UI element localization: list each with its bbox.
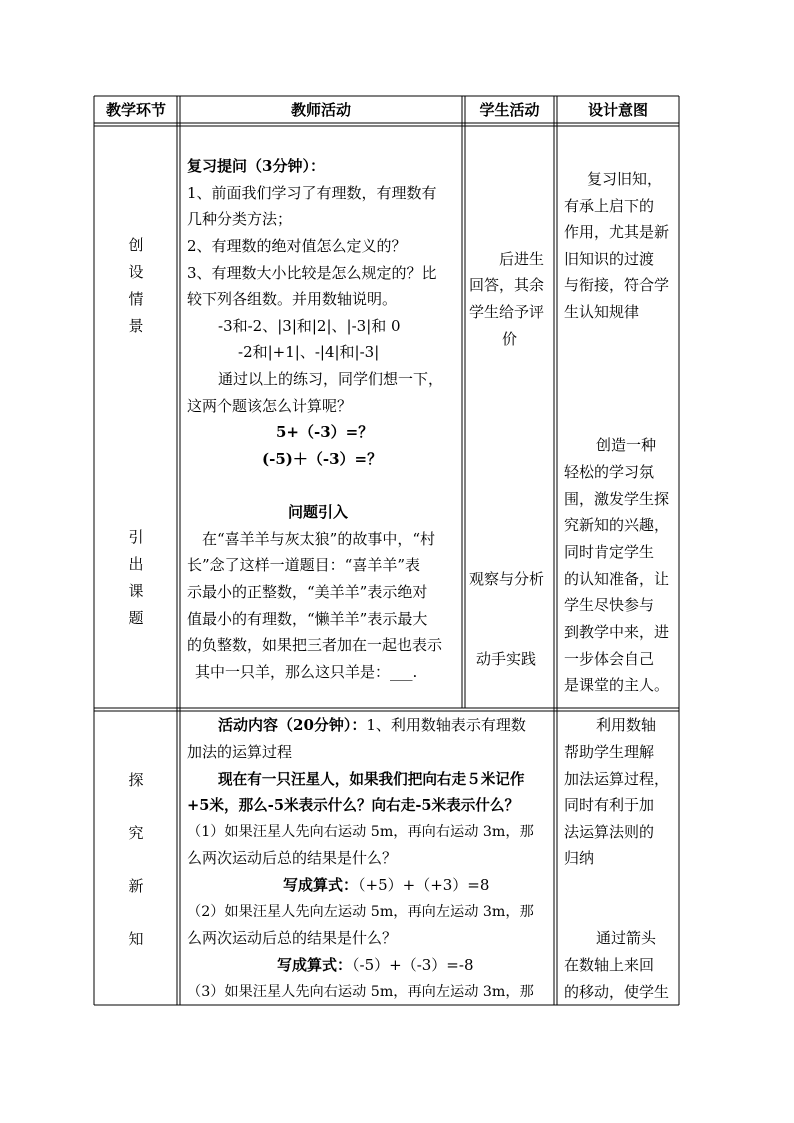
review-line: 2、有理数的绝对值怎么定义的？ <box>187 237 407 255</box>
design-line: 有承上启下的 <box>564 197 655 215</box>
formula-value-1: （+5）+（+3）=8 <box>358 876 490 894</box>
formula-value-2: （-5）+（-3）=-8 <box>352 956 474 974</box>
stage-char: 探 <box>128 771 144 789</box>
design-line: 究新知的兴趣， <box>564 516 670 534</box>
design-line: 的移动，使学生 <box>564 983 670 1001</box>
stage-char: 创 <box>128 236 144 254</box>
design-line: 归纳 <box>564 849 595 867</box>
formula-line-1 <box>283 878 489 893</box>
intro-line: 长”念了这样一道题目：“喜羊羊”表 <box>187 556 421 574</box>
stage-char: 景 <box>128 317 144 335</box>
intro-line: 其中一只羊，那么这只羊是：___. <box>195 663 418 681</box>
student-line: 后进生 <box>499 250 545 268</box>
student-practice: 动手实践 <box>476 650 537 668</box>
formula-1: 5+（-3）=？ <box>276 423 374 441</box>
stage-char: 出 <box>128 555 144 573</box>
stage-char: 知 <box>128 930 144 948</box>
design-line: 一步体会自己 <box>564 650 655 668</box>
design-line: 与衔接，符合学 <box>564 276 670 294</box>
intro-line: 值最小的有理数，“懒羊羊”表示最大 <box>187 610 428 628</box>
student-line: 学生给予评 <box>469 303 545 321</box>
design-line: 旧知识的过渡 <box>564 250 655 268</box>
activity-title: 活动内容（20分钟）： <box>218 716 367 734</box>
bold-question-2: +5米，那么-5米表示什么？向右走-5米表示什么？ <box>187 797 520 814</box>
stage-char: 新 <box>128 877 144 895</box>
design-line: 创造一种 <box>596 436 657 454</box>
intro-line: 在“喜羊羊与灰太狼”的故事中，“村 <box>202 530 436 548</box>
activity-line-1 <box>218 718 526 733</box>
design-line: 生认知规律 <box>564 303 640 321</box>
formula-label-2: 写成算式： <box>277 956 353 974</box>
formula-2: (-5)＋（-3）=？ <box>262 450 383 468</box>
design-line: 到教学中来，进 <box>564 623 670 641</box>
design-line: 复习旧知， <box>587 170 663 188</box>
design-line: 是课堂的主人。 <box>564 676 670 694</box>
header-stage: 教学环节 <box>105 101 166 119</box>
design-line: 同时肯定学生 <box>564 543 655 561</box>
design-line: 轻松的学习氛 <box>564 463 655 481</box>
stage-char: 引 <box>128 528 144 546</box>
intro-line: 的负整数，如果把三者加在一起也表示 <box>187 636 443 654</box>
header-student: 学生活动 <box>479 101 540 119</box>
review-line: 通过以上的练习，同学们想一下， <box>218 370 444 388</box>
design-line: 加法运算过程， <box>564 770 670 788</box>
design-line: 利用数轴 <box>596 716 657 734</box>
case-1-line-a: （1）如果汪星人先向右运动 5m，再向右运动 3m，那 <box>187 824 534 840</box>
design-line: 通过箭头 <box>596 929 657 947</box>
stage-char: 究 <box>128 824 144 842</box>
design-line: 在数轴上来回 <box>564 956 655 974</box>
formula-label-1: 写成算式： <box>283 876 359 894</box>
case-3-line-a: （3）如果汪星人先向右运动 5m，再向左运动 3m，那 <box>187 984 534 1000</box>
formula-line-2 <box>277 958 474 973</box>
student-line: 价 <box>502 330 518 348</box>
case-2-line-a: （2）如果汪星人先向左运动 5m，再向左运动 3m，那 <box>187 904 534 920</box>
review-line: 几种分类方法； <box>187 210 293 228</box>
case-1-line-b: 么两次运动后总的结果是什么？ <box>187 849 398 867</box>
review-line: -3和-2、|3|和|2|、|-3|和 0 <box>218 317 401 335</box>
design-line: 学生尽快参与 <box>564 596 655 614</box>
header-design: 设计意图 <box>587 101 648 119</box>
student-line: 回答，其余 <box>469 276 545 294</box>
intro-line: 示最小的正整数，“美羊羊”表示绝对 <box>187 583 428 601</box>
design-line: 的认知准备，让 <box>564 570 670 588</box>
activity-line-1-rest: 1、利用数轴表示有理数 <box>366 716 526 734</box>
intro-title: 问题引入 <box>288 503 349 521</box>
stage-char: 设 <box>128 263 144 281</box>
case-2-line-b: 么两次运动后总的结果是什么？ <box>187 929 398 947</box>
stage-char: 课 <box>128 582 144 600</box>
review-line: 1、前面我们学习了有理数，有理数有 <box>187 184 437 202</box>
design-line: 帮助学生理解 <box>564 743 655 761</box>
stage-char: 题 <box>128 609 144 627</box>
review-line: 这两个题该怎么计算呢？ <box>187 397 353 415</box>
bold-question-1: 现在有一只汪星人，如果我们把向右走５米记作 <box>218 771 525 788</box>
review-title: 复习提问（3分钟）： <box>187 157 325 175</box>
activity-line-2: 加法的运算过程 <box>187 743 293 761</box>
header-teacher: 教师活动 <box>290 101 351 119</box>
review-line: 较下列各组数。并用数轴说明。 <box>187 290 398 308</box>
design-line: 围，激发学生探 <box>564 490 670 508</box>
design-line: 法运算法则的 <box>564 823 655 841</box>
review-line: -2和|+1|、-|4|和|-3| <box>238 343 380 361</box>
design-line: 同时有利于加 <box>564 796 655 814</box>
stage-char: 情 <box>128 290 144 308</box>
review-line: 3、有理数大小比较是怎么规定的？比 <box>187 264 437 282</box>
design-line: 作用，尤其是新 <box>564 223 670 241</box>
student-observe: 观察与分析 <box>469 570 545 588</box>
